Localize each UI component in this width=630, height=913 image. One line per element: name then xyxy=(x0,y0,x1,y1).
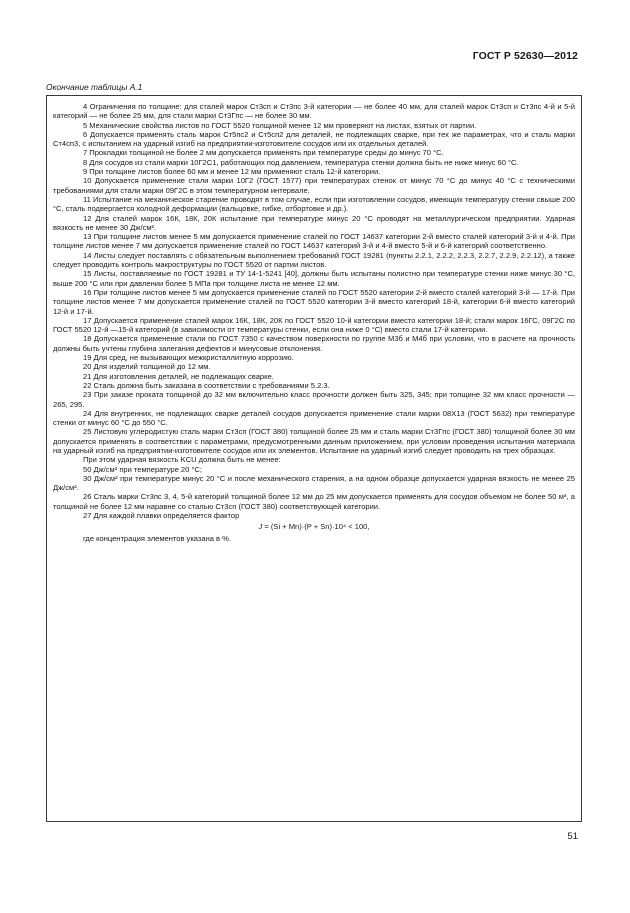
note-paragraph: 27 Для каждой плавки определяется фактор xyxy=(83,511,240,521)
formula xyxy=(53,522,575,531)
note-paragraph: 19 Для сред, не вызывающих межкристаллитную коррозию. xyxy=(83,353,294,363)
notes-box xyxy=(46,95,582,822)
note-paragraph: 8 Для сосудов из стали марки 10Г2С1, работающих под давлением, температура стенки должна быть не ниже минус 60 °С. xyxy=(83,157,519,167)
note-paragraph: 16 При толщине листов менее 5 мм допускается применение сталей по ГОСТ 5520 категории 2-й вместо сталей категорий 3-й — 17-й. При толщине листов менее 7 мм допускается применение сталей по ГОСТ 5520 категории 3-й вместо категорий 18-й, категории 6-й вместо категорий 12-й и 17-й. xyxy=(53,287,575,316)
note-paragraph: 5 Механические свойства листов по ГОСТ 5520 толщиной менее 12 мм проверяют на листах, взятых от партии. xyxy=(83,120,477,130)
notes-list xyxy=(53,102,575,520)
formula-expression: = (Si + Mn)·(P + Sn)·10⁴ < 100, xyxy=(262,522,370,532)
note-paragraph: 26 Сталь марки Ст3пс 3, 4, 5-й категорий толщиной более 12 мм до 25 мм допускается применять для сосудов объемом не более 50 м³, а толщиной не более 12 мм наравне со сталью Ст3сп (ГОСТ 380) соответствующей категории. xyxy=(53,492,575,511)
note-paragraph: 15 Листы, поставляемые по ГОСТ 19281 и ТУ 14-1-5241 [40], должны быть испытаны полистно при температуре стенки ниже минус 30 °С, выше 200 °С или при давлении более 5 МПа при толщине листа не менее 12 мм. xyxy=(53,269,575,288)
note-paragraph: 30 Дж/см² при температуре минус 20 °С и после механического старения, а на одном образце допускается ударная вязкость не менее 25 Дж/см². xyxy=(53,473,575,493)
note-paragraph: 25 Листовую углеродистую сталь марки Ст3сп (ГОСТ 380) толщиной более 25 мм и сталь марки Ст3Гпс (ГОСТ 380) толщиной более 30 мм допускается применять в соответствии с параметрами, предусмотренными данным приложением, при условии проведения испытания материала на ударный изгиб на предприятии-изготовителе сосудов или их элементов. Испытание на ударный изгиб следует проводить на трех образцах. xyxy=(53,427,575,455)
note-paragraph: При этом ударная вязкость KCU должна быть не менее: xyxy=(83,455,281,465)
note-paragraph: 22 Сталь должна быть заказана в соответствии с требованиями 5.2.3. xyxy=(83,380,330,390)
note-paragraph: 14 Листы следует поставлять с обязательным выполнением требований ГОСТ 19281 (пункты 2.2.1, 2.2.2, 2.2.3, 2.2.7, 2.2.9, 2.2.12), а также следует проводить контроль макроструктуры по ГОСТ 5520 от партии листов. xyxy=(53,250,575,270)
note-paragraph: 6 Допускается применять сталь марок Ст5пс2 и Ст5сп2 для деталей, не подлежащих сварке, при тех же параметрах, что и сталь марки Ст4сп3, с испытанием на ударный изгиб на предприятии-изготовителе сосудов или их отдельных деталей. xyxy=(53,129,575,149)
note-paragraph: 20 Для изделий толщиной до 12 мм. xyxy=(83,362,211,372)
note-paragraph: 10 Допускается применение стали марки 10Г2 (ГОСТ 1577) при температурах стенок от минус 70 °С до минус 40 °С с техническими требованиями для стали марки 09Г2С в этом температурном интервале. xyxy=(53,176,575,195)
formula-note: где концентрация элементов указана в %. xyxy=(83,533,231,543)
note-paragraph: 50 Дж/см² при температуре 20 °С; xyxy=(83,464,202,474)
note-paragraph: 4 Ограничения по толщине: для сталей марок Ст3сп и Ст3пс 3-й категории — не более 40 мм, для сталей марок Ст3сп и Ст3пс 4-й и 5-й категорий — не более 25 мм, для стали марки Ст3Гпс — не более 30 мм. xyxy=(53,102,575,121)
note-paragraph: 23 При заказе проката толщиной до 32 мм включительно класс прочности должен быть 325, 345; при толщине 32 мм класс прочности — 265, 295. xyxy=(53,390,575,409)
note-paragraph: 13 При толщине листов менее 5 мм допускается применение сталей по ГОСТ 14637 категории 2-й вместо сталей категорий 3-й и 4-й. При толщине листов менее 7 мм допускается применение сталей по ГОСТ 14637 категорий 3-й и 4-й вместо 5-й и 6-й категорий соответственно. xyxy=(53,232,575,251)
note-paragraph: 11 Испытание на механическое старение проводят в том случае, если при изготовлении сосудов, имеющих температуру стенки свыше 200 °С, сталь подвергается холодной деформации (вальцовке, гибке, отбортовке и др.). xyxy=(53,194,575,214)
standard-header: ГОСТ Р 52630—2012 xyxy=(472,50,578,62)
formula-variable: J xyxy=(258,522,263,532)
note-paragraph: 21 Для изготовления деталей, не подлежащих сварке. xyxy=(83,371,274,381)
note-paragraph: 9 При толщине листов более 60 мм и менее 12 мм применяют сталь 12-й категории. xyxy=(83,167,381,177)
note-paragraph: 7 Прокладки толщиной не более 2 мм допускается применять при температуре среды до минус 70 °С. xyxy=(83,148,444,158)
note-paragraph: 12 Для сталей марок 16К, 18К, 20К испытание при температуре минус 20 °С проводят на металлургическом предприятии. Ударная вязкость не менее 30 Дж/см². xyxy=(53,213,575,232)
note-paragraph: 17 Допускается применение сталей марок 16К, 18К, 20К по ГОСТ 5520 10-й категории вместо категории 18-й; стали марок 16ГС, 09Г2С по ГОСТ 5520 12-й —15-й категорий (в зависимости от температуры стенки, если она ниже 0 °С) вместо стали 17-й категории. xyxy=(53,315,575,335)
page-number: 51 xyxy=(567,831,578,842)
note-paragraph: 18 Допускается применение стали по ГОСТ 7350 с качеством поверхности по группе М3б и М4б при условии, что в расчете на прочность должны быть учтены глубина залегания дефектов и минусовые отклонения. xyxy=(53,334,575,353)
table-caption: Окончание таблицы А.1 xyxy=(46,82,143,92)
note-paragraph: 24 Для внутренних, не подлежащих сварке деталей сосудов допускается применение стали марки 08Х13 (ГОСТ 5632) при температуре стенки от минус 60 °С до 550 °С. xyxy=(53,408,575,428)
